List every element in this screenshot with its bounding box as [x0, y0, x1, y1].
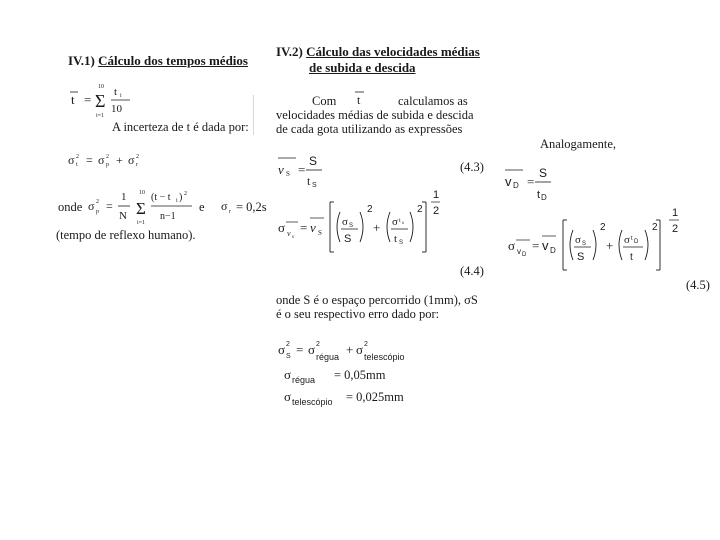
svg-text:S: S — [399, 240, 404, 246]
svg-text:σ: σ — [308, 342, 316, 357]
svg-text:t: t — [357, 93, 361, 107]
svg-text:2: 2 — [184, 191, 187, 197]
svg-text:+: + — [373, 220, 381, 235]
svg-text:+: + — [606, 238, 614, 253]
equation-number-4-5: (4.5) — [686, 278, 710, 292]
svg-text:telescópio: telescópio — [364, 352, 405, 362]
svg-text:s: s — [402, 221, 404, 226]
velocity-d-formula — [503, 160, 583, 204]
svg-text:t: t — [71, 92, 75, 107]
svg-text:σ: σ — [392, 216, 398, 228]
sigma-telescopio-symbol — [282, 387, 348, 409]
intro-line-3: de cada gota utilizando as expressões — [276, 122, 463, 136]
svg-text:(t − t: (t − t — [151, 192, 171, 203]
svg-text:i: i — [176, 198, 178, 204]
svg-text:2: 2 — [433, 205, 440, 217]
uncertainty-sentence: A incerteza de t é dada por: — [112, 120, 249, 134]
svg-text:régua: régua — [292, 375, 316, 385]
svg-text:S: S — [582, 241, 587, 247]
svg-text:σ: σ — [128, 153, 135, 167]
onde-s-line-1: onde S é o espaço percorrido (1mm), σS — [276, 293, 478, 307]
svg-text:=: = — [296, 342, 304, 357]
svg-text:σ: σ — [624, 234, 630, 246]
svg-text:v: v — [505, 174, 512, 189]
svg-text:t: t — [630, 252, 633, 263]
svg-text:D: D — [541, 193, 547, 202]
svg-text:t: t — [537, 189, 541, 201]
svg-text:S: S — [309, 154, 318, 168]
svg-text:t: t — [114, 86, 118, 98]
svg-text:=: = — [298, 162, 306, 177]
svg-text:1: 1 — [121, 191, 127, 203]
svg-text:2: 2 — [106, 154, 109, 160]
velocity-s-formula — [276, 150, 356, 190]
svg-text:t: t — [631, 236, 633, 242]
svg-text:i: i — [120, 93, 122, 99]
section-1-title: Cálculo dos tempos médios — [98, 53, 248, 68]
analogamente-text: Analogamente, — [540, 137, 617, 151]
intro-com: Com — [312, 94, 337, 108]
sigma-regua-symbol — [282, 365, 336, 387]
svg-text:2: 2 — [286, 341, 290, 348]
section-1-number: IV.1) — [68, 53, 95, 68]
svg-text:=: = — [532, 238, 540, 253]
svg-text:s: s — [292, 235, 294, 240]
and-label: e — [199, 200, 205, 214]
svg-text:Σ: Σ — [136, 199, 146, 218]
svg-text:v: v — [287, 229, 291, 238]
svg-text:=: = — [300, 220, 308, 235]
svg-text:2: 2 — [76, 154, 79, 160]
svg-text:σ: σ — [221, 199, 228, 213]
svg-text:=: = — [527, 174, 535, 189]
svg-text:régua: régua — [316, 352, 340, 362]
svg-text:S: S — [312, 182, 317, 189]
section-2-title-line2: de subida e descida — [309, 60, 416, 75]
svg-text:v: v — [542, 238, 549, 253]
svg-text:2: 2 — [672, 223, 679, 235]
svg-text:2: 2 — [652, 222, 658, 233]
svg-text:t: t — [307, 174, 311, 188]
section-2-number: IV.2) — [276, 44, 303, 59]
svg-text:p: p — [96, 209, 99, 215]
section-2-subheading — [309, 60, 416, 76]
sigma-p-formula — [88, 186, 198, 230]
svg-text:σ: σ — [342, 216, 348, 228]
svg-text:+: + — [346, 342, 354, 357]
svg-text:telescópio: telescópio — [292, 397, 333, 407]
sigma-vs-formula — [276, 186, 451, 262]
intro-calculamos: calculamos as — [398, 94, 468, 108]
onde-label: onde — [58, 200, 83, 214]
svg-text:i=1: i=1 — [137, 220, 146, 226]
svg-text:S: S — [344, 233, 352, 245]
svg-text:σ: σ — [284, 367, 292, 382]
equation-number-4-3: (4.3) — [460, 160, 484, 174]
svg-text:2: 2 — [96, 199, 99, 205]
svg-text:S: S — [286, 170, 290, 178]
svg-text:S: S — [318, 229, 322, 237]
svg-text:v: v — [517, 247, 521, 256]
svg-text:D: D — [513, 181, 519, 190]
svg-text:t: t — [76, 162, 78, 168]
svg-text:): ) — [179, 192, 183, 203]
svg-text:i=1: i=1 — [96, 113, 105, 119]
svg-text:σ: σ — [98, 153, 105, 167]
svg-text:2: 2 — [600, 222, 606, 233]
svg-text:r: r — [229, 209, 231, 215]
sigma-regua-value: = 0,05mm — [334, 368, 386, 382]
svg-text:t: t — [394, 233, 398, 245]
sigma-t-formula — [66, 148, 176, 170]
svg-text:+: + — [116, 153, 123, 167]
svg-text:D: D — [634, 239, 639, 245]
svg-text:σ: σ — [88, 199, 95, 213]
svg-text:N: N — [119, 210, 127, 222]
sigma-r-symbol — [220, 196, 236, 216]
svg-text:=: = — [86, 153, 93, 167]
svg-text:1: 1 — [433, 189, 440, 201]
intro-line-2: velocidades médias de subida e descida — [276, 108, 474, 122]
svg-text:2: 2 — [136, 154, 139, 160]
sigma-s-formula — [276, 336, 436, 366]
svg-text:σ: σ — [278, 342, 286, 357]
section-2-title-line1: Cálculo das velocidades médias — [306, 44, 480, 59]
mean-time-formula — [66, 80, 136, 124]
svg-text:10: 10 — [139, 190, 145, 196]
svg-text:10: 10 — [98, 84, 104, 90]
svg-text:σ: σ — [278, 220, 286, 235]
onde-s-line-2: é o seu respectivo erro dado por: — [276, 307, 440, 321]
svg-text:S: S — [539, 166, 548, 180]
svg-text:v: v — [310, 220, 316, 235]
svg-text:σ: σ — [356, 342, 364, 357]
equation-number-4-4: (4.4) — [460, 264, 484, 278]
svg-text:S: S — [577, 251, 585, 263]
svg-text:10: 10 — [111, 103, 122, 115]
svg-text:2: 2 — [417, 204, 423, 215]
svg-text:2: 2 — [364, 341, 368, 348]
svg-text:n−1: n−1 — [160, 211, 176, 222]
svg-text:p: p — [106, 162, 109, 168]
section-2-heading — [276, 44, 480, 60]
svg-text:σ: σ — [68, 153, 75, 167]
svg-text:v: v — [278, 162, 284, 177]
svg-text:D: D — [550, 246, 556, 255]
svg-text:S: S — [349, 223, 354, 229]
svg-text:Σ: Σ — [95, 91, 106, 111]
svg-text:D: D — [522, 252, 527, 258]
svg-text:t: t — [399, 218, 401, 224]
sigma-r-value: = 0,2s — [236, 200, 267, 214]
section-1-heading — [68, 53, 248, 69]
svg-text:S: S — [286, 353, 291, 360]
svg-text:σ: σ — [508, 238, 516, 253]
svg-text:σ: σ — [575, 234, 581, 246]
svg-text:2: 2 — [316, 341, 320, 348]
reaction-time-note: (tempo de reflexo humano). — [56, 228, 196, 242]
svg-text:=: = — [106, 199, 113, 213]
column-divider — [253, 95, 254, 135]
svg-text:σ: σ — [284, 389, 292, 404]
svg-text:=: = — [84, 92, 92, 107]
svg-text:1: 1 — [672, 207, 679, 219]
intro-t-bar — [352, 88, 368, 108]
sigma-vd-formula — [506, 204, 686, 280]
svg-text:r: r — [136, 162, 138, 168]
svg-text:2: 2 — [367, 204, 373, 215]
sigma-telescopio-value: = 0,025mm — [346, 390, 404, 404]
